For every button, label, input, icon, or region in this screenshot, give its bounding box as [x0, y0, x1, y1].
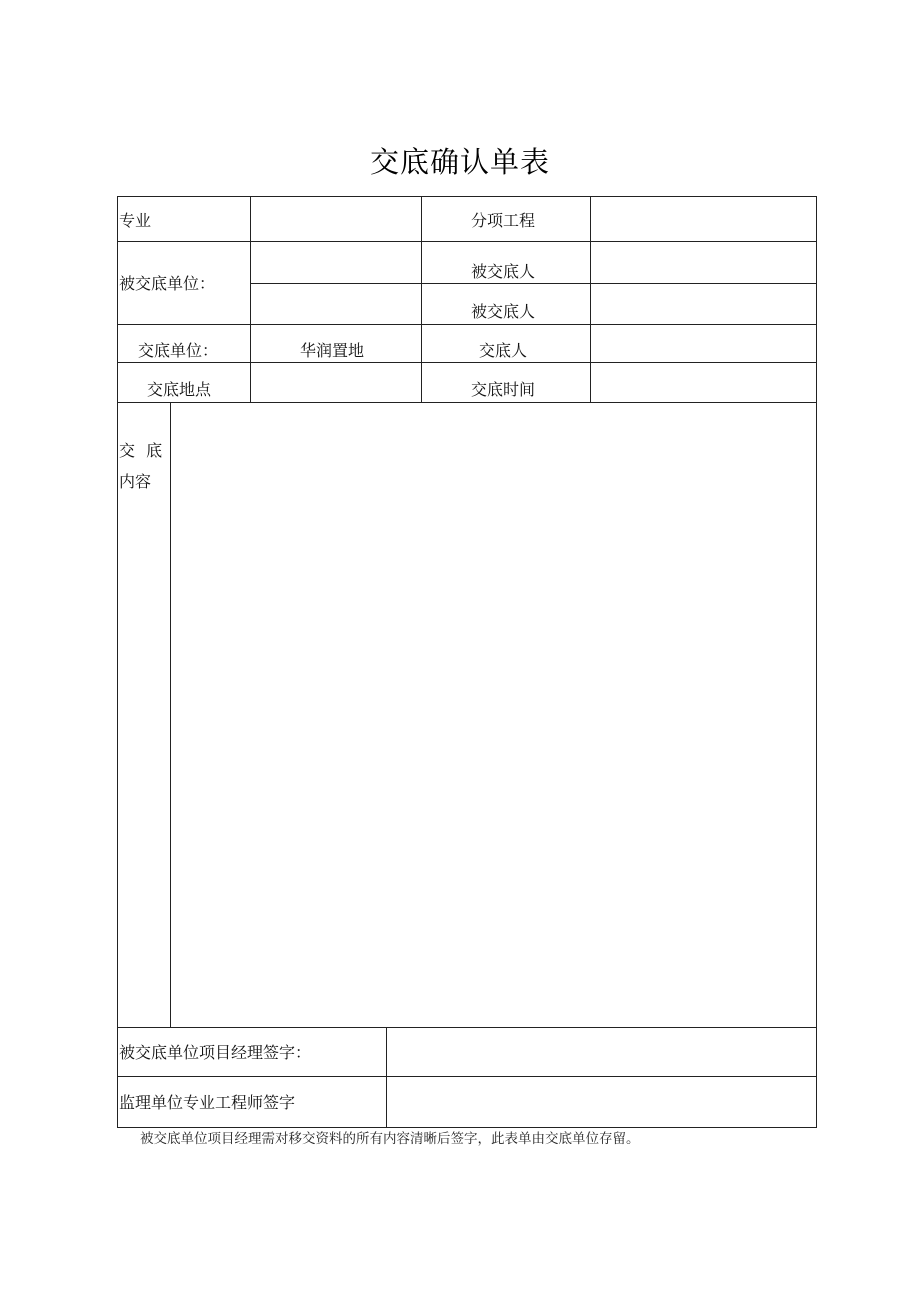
time-label: 交底时间	[471, 380, 536, 399]
supervisor-sign-label: 监理单位专业工程师签字	[119, 1093, 296, 1112]
receiver-label-1: 被交底人	[471, 262, 536, 281]
footnote: 被交底单位项目经理需对移交资料的所有内容清晰后签字，此表单由交底单位存留。	[140, 1131, 640, 1147]
specialty-input[interactable]	[251, 197, 420, 241]
receiver-input-2[interactable]	[591, 284, 816, 324]
receiving-unit-input-2[interactable]	[251, 284, 420, 324]
page-title: 交底确认单表	[369, 145, 550, 179]
specialty-label: 专业	[119, 211, 152, 230]
location-label: 交底地点	[147, 380, 212, 399]
issuer-label: 交底人	[479, 341, 528, 360]
subproject-input[interactable]	[591, 197, 816, 241]
location-input[interactable]	[251, 363, 420, 402]
receiver-label-2: 被交底人	[471, 302, 536, 321]
supervisor-sign-field[interactable]	[387, 1077, 816, 1127]
issuing-unit-value: 华润置地	[300, 341, 365, 360]
content-area[interactable]	[171, 403, 816, 1027]
receiving-unit-label: 被交底单位：	[119, 274, 216, 293]
manager-sign-label: 被交底单位项目经理签字：	[119, 1043, 312, 1062]
receiver-input-1[interactable]	[591, 242, 816, 283]
receiving-unit-input-1[interactable]	[251, 242, 420, 283]
content-label-line1: 交 底	[119, 441, 166, 460]
manager-sign-field[interactable]	[387, 1028, 816, 1076]
column-divider	[421, 196, 422, 402]
subproject-label: 分项工程	[471, 211, 536, 230]
issuing-unit-label: 交底单位：	[138, 341, 219, 360]
content-label-line2: 内容	[119, 472, 152, 491]
issuer-input[interactable]	[591, 325, 816, 362]
time-input[interactable]	[591, 363, 816, 402]
